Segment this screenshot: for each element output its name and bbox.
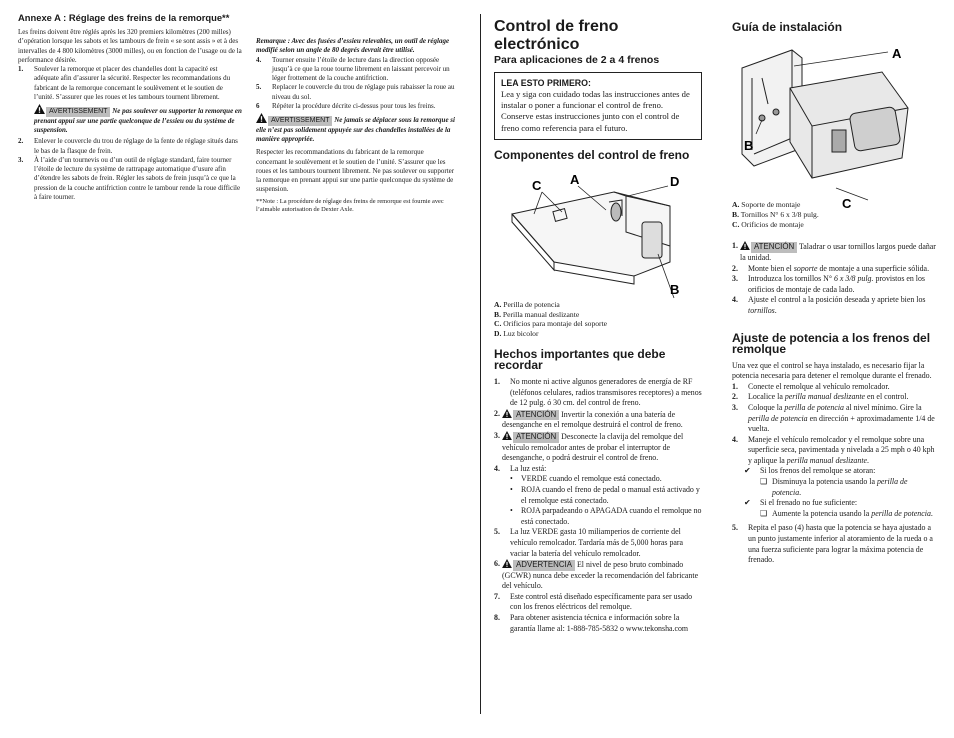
fact-4-bullet: • ROJA cuando el freno de pedal o manual está activado y el remolque está conectado. bbox=[510, 484, 700, 505]
component-item: D. Luz bicolor bbox=[494, 329, 539, 339]
fr-step-3: 3. À l’aide d’un tournevis ou d’un outil de réglage standard, faire tourner l’étoile de lecture du système de rattrapage automatique d’usure afin d’étendre les sabots de frein. Régler les sabots de frein jusqu’à ce que la pression de la couche antifriction contre le tambour rende la roue difficile à faire tourner. bbox=[18, 155, 241, 202]
fr-step-6: 6 Répéter la procédure décrite ci-dessus pour tous les freins. bbox=[256, 102, 436, 111]
checkmark-icon: ✔ bbox=[744, 498, 751, 508]
warning-label: AVERTISSEMENT bbox=[46, 107, 110, 116]
read-first-box bbox=[494, 72, 702, 140]
warning-label: ATENCIÓN bbox=[513, 432, 559, 443]
components-list bbox=[494, 300, 702, 339]
fr-remark: Remarque : Avec des fusées d’essieu relevables, un outil de réglage modifié selon un angle de 80 degrés devrait être utilisé. bbox=[256, 37, 450, 55]
fact-4: 4. La luz está: bbox=[494, 463, 547, 473]
fr-column-2 bbox=[256, 37, 456, 215]
install-title: Guía de instalación bbox=[732, 20, 843, 34]
warning-icon bbox=[502, 431, 512, 440]
fr-warning-2: AVERTISSEMENT Ne jamais se déplacer sous la remorque si elle n’est pas solidement appuyée sur des chandelles installées de la manière appropriée. bbox=[256, 113, 456, 144]
warning-label: ATENCIÓN bbox=[513, 410, 559, 421]
power-check-1: ✔ Si los frenos del remolque se atoran: bbox=[744, 466, 876, 476]
fact-7: 7. Este control está diseñado específicamente para ser usado con los frenos eléctricos del remolque. bbox=[494, 591, 693, 612]
fig2-label-c: C bbox=[842, 196, 852, 211]
fig1-label-a: A bbox=[570, 171, 580, 187]
fig1-label-d: D bbox=[670, 173, 680, 189]
fact-8: 8. Para obtener asistencia técnica e información sobre la garantía llame al: 1-888-785-5832 o www.tekonsha.com bbox=[494, 613, 689, 633]
install-part-item: C. Orificios de montaje bbox=[732, 219, 804, 229]
fact-5: 5. La luz VERDE gasta 10 miliamperios de corriente del vehículo remolcador. Tardaría más de 5,000 horas para vaciar la batería del vehículo remolcador. bbox=[494, 527, 684, 558]
fig1-label-c: C bbox=[532, 177, 542, 193]
power-section bbox=[732, 361, 938, 566]
fig2-label-a: A bbox=[892, 46, 902, 61]
warning-icon bbox=[34, 104, 45, 114]
warning-icon bbox=[502, 559, 512, 568]
es-subtitle: Para aplicaciones de 2 a 4 frenos bbox=[494, 54, 660, 66]
install-step-3: 3. Introduzca los tornillos N° 6 x 3/8 pulg. provistos en los orificios de montaje de cada lado. bbox=[732, 274, 925, 294]
power-step-4: 4. Maneje el vehículo remolcador y el remolque sobre una superficie seca, pavimentada y nivelada a 25 mph o 40 kph y aplique la perilla manual deslizante. bbox=[732, 434, 935, 465]
install-parts bbox=[732, 200, 938, 229]
fig2-label-b: B bbox=[744, 138, 754, 153]
install-step-2: 2. Monte bien el soporte de montaje a una superficie sólida. bbox=[732, 263, 930, 273]
fact-3: 3. ATENCIÓN Desconecte la clavija del remolque del vehículo remolcador antes de probar el interruptor de desenganche, o podrá destruir el control de freno. bbox=[494, 430, 684, 463]
controller-illustration bbox=[494, 166, 694, 296]
fr-step-5: 5. Replacer le couvercle du trou de réglage puis rabaisser la roue au niveau du sol. bbox=[256, 83, 455, 101]
fr-step-1: 1. Soulever la remorque et placer des chandelles dont la capacité est adéquate afin d’assurer la sécurité. Respecter les recommandations du fabricant de la remorque concernant le soulèvement et le soutien de l’unité. S’assurer que les roues et les tambours tournent librement. bbox=[18, 65, 231, 102]
install-steps bbox=[732, 241, 938, 316]
warning-label: ADVERTENCIA bbox=[513, 560, 575, 571]
fact-6: 6. ADVERTENCIA El nivel de peso bruto combinado (GCWR) nunca debe exceder la recomendación del fabricante del vehículo. bbox=[494, 559, 699, 591]
power-step-5: 5. Repita el paso (4) hasta que la potencia se haya ajustado a un punto justamente inferior al atoramiento de la rueda o a una fuerza suficiente para lograr la máxima potencia de frenado. bbox=[732, 523, 933, 565]
warning-label: AVERTISSEMENT bbox=[268, 116, 332, 125]
fig1-label-b: B bbox=[670, 281, 680, 297]
component-item: A. Perilla de potencia bbox=[494, 299, 560, 309]
components-title: Componentes del control de freno bbox=[494, 147, 690, 162]
checkbox-icon: ❑ bbox=[760, 477, 768, 487]
facts-title: Hechos importantes que debe recordar bbox=[494, 347, 666, 372]
power-intro: Una vez que el control se haya instalado, es necesario fijar la potencia necesaria para detener el remolque durante el frenado. bbox=[732, 360, 932, 381]
power-step-2: 2. Localice la perilla manual deslizante en el control. bbox=[732, 392, 909, 402]
fr-respect: Respecter les recommandations du fabricant de la remorque concernant le soulèvement et le soutien de l’unité. S’assurer que les roues et les tambours tournent librement. Ne pas soulever ou supporter la remorque en prenant appui sur une partie quelconque du système de suspension. bbox=[256, 148, 455, 194]
warning-icon bbox=[502, 409, 512, 418]
power-step-3: 3. Coloque la perilla de potencia al nivel mínimo. Gire la perilla de potencia en dirección + aproximadamente 1/4 de vuelta. bbox=[732, 402, 935, 434]
component-item: C. Orificios para montaje del soporte bbox=[494, 319, 608, 329]
es-title: Control de freno electrónico bbox=[494, 18, 619, 53]
install-step-4: 4. Ajuste el control a la posición deseada y apriete bien los tornillos. bbox=[732, 295, 926, 315]
fact-2: 2. ATENCIÓN Invertir la conexión a una batería de desenganche en el remolque destruirá el control de freno. bbox=[494, 408, 683, 430]
fact-1: 1. No monte ni active algunos generadores de energía de RF (teléfonos celulares, radios transmisores receptores) a menos de 12 pulg. ó 30 cm. del control de freno. bbox=[494, 377, 702, 408]
warning-icon bbox=[256, 113, 267, 123]
power-sub-2: ❑ Aumente la potencia usando la perilla de potencia. bbox=[760, 508, 933, 518]
fact-4-bullet: • VERDE cuando el remolque está conectado. bbox=[510, 474, 662, 484]
power-step-1: 1. Conecte el remolque al vehículo remolcador. bbox=[732, 381, 890, 391]
es-column-2 bbox=[732, 20, 938, 566]
power-title: Ajuste de potencia a los frenos del remolque bbox=[732, 330, 931, 356]
fr-warning-1: AVERTISSEMENT Ne pas soulever ou supporter la remorque en prenant appui sur une partie quelconque de l’essieu ou du système de suspension. bbox=[34, 104, 243, 135]
install-part-item: B. Tornillos N° 6 x 3/8 pulg. bbox=[732, 209, 819, 219]
install-part-item: A. Soporte de montaje bbox=[732, 200, 801, 209]
power-check-2: ✔ Si el frenado no fue suficiente: bbox=[744, 498, 858, 508]
checkmark-icon: ✔ bbox=[744, 466, 751, 476]
center-divider bbox=[480, 14, 481, 714]
install-step-1: 1. ATENCIÓN Taladrar o usar tornillos largos puede dañar la unidad. bbox=[732, 241, 936, 262]
fr-column-1 bbox=[18, 12, 243, 202]
fr-note: **Note : La procédure de réglage des freins de remorque est fournie avec l’aimable autorisation de Dexter Axle. bbox=[256, 197, 444, 214]
fr-step-4: 4. Tourner ensuite l’étoile de lecture dans la direction opposée jusqu’à ce que la roue tourne librement en laissant percevoir un léger frottement de la couche antifriction. bbox=[256, 55, 450, 83]
read-first-text: Lea y siga con cuidado todas las instrucciones antes de instalar o poner a funcionar el control de freno. Conserve estas instrucciones junto con el control de freno como referencia para el futuro. bbox=[501, 89, 690, 133]
warning-label: ATENCIÓN bbox=[751, 242, 797, 253]
fr-intro: Les freins doivent être réglés après les 320 premiers kilomètres (200 milles) d’opération lorsque les sabots et les tambours de frein « se sont assis » et à des intervalles de 4 800 kilomètres (3000 milles), ou en fonction de l’usage ou de la performance désirée. bbox=[18, 28, 242, 64]
facts-list bbox=[494, 377, 702, 634]
checkbox-icon: ❑ bbox=[760, 508, 768, 518]
fact-4-bullet: • ROJA parpadeando o APAGADA cuando el remolque no está conectado. bbox=[510, 506, 702, 526]
es-column-1 bbox=[494, 18, 702, 634]
warning-icon bbox=[740, 241, 750, 250]
power-sub-1: ❑ Disminuya la potencia usando la perilla de potencia. bbox=[760, 477, 908, 497]
component-item: B. Perilla manual deslizante bbox=[494, 309, 580, 319]
fr-annex-title: Annexe A : Réglage des freins de la remorque** bbox=[18, 12, 230, 23]
read-first-title: LEA ESTO PRIMERO: bbox=[501, 78, 591, 88]
fr-step-2: 2. Enlever le couvercle du trou de réglage de la fente de réglage situés dans le bas de la flasque de frein. bbox=[18, 137, 238, 155]
